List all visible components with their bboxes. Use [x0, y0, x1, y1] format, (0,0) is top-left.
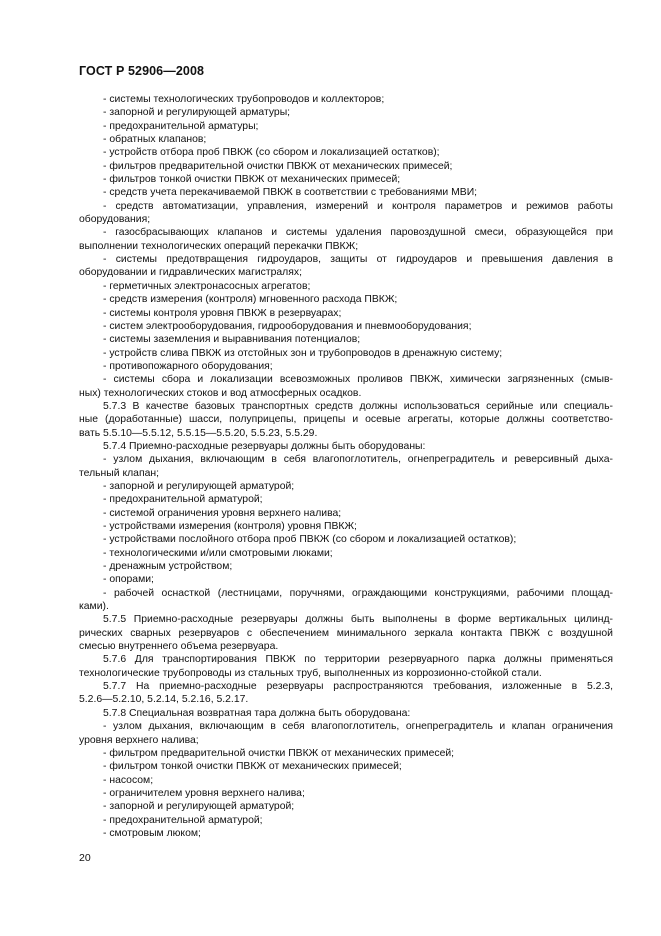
- text-line: ками).: [79, 601, 109, 613]
- text-line: - ограничителем уровня верхнего налива;: [103, 787, 305, 799]
- text-line: смесью внутреннего объема резервуара.: [79, 641, 279, 653]
- text-line: - обратных клапанов;: [103, 134, 207, 146]
- text-line: ных) технологических стоков и вод атмосферных осадков.: [79, 387, 362, 399]
- text-line: - предохранительной арматурой;: [103, 494, 263, 506]
- text-line: 5.2.6—5.2.10, 5.2.14, 5.2.16, 5.2.17.: [79, 694, 249, 706]
- text-line: 5.7.3 В качестве базовых транспортных средств должны использоваться серийные или специаль-: [103, 400, 613, 412]
- standard-header: ГОСТ Р 52906—2008: [79, 64, 205, 78]
- text-line: - систем электрооборудования, гидрооборудования и пневмооборудования;: [103, 320, 472, 332]
- text-line: - предохранительной арматурой;: [103, 814, 263, 826]
- text-line: технологические трубопроводы из стальных труб, выполненных из коррозионно-стойкой стали.: [79, 667, 542, 679]
- text-line: - фильтром тонкой очистки ПВКЖ от механических примесей;: [103, 761, 402, 773]
- text-line: - устройствами послойного отбора проб ПВКЖ (со сбором и локализацией остатков);: [103, 534, 517, 546]
- text-line: - узлом дыхания, включающим в себя влагопоглотитель, огнепреградитель и реверсивный дыха-: [103, 454, 613, 466]
- text-line: - рабочей оснасткой (лестницами, поручнями, ограждающими конструкциями, рабочими площад-: [103, 587, 613, 599]
- text-line: оборудования;: [79, 214, 151, 226]
- text-line: - средств автоматизации, управления, измерений и контроля параметров и режимов работы: [103, 200, 613, 212]
- text-line: - опорами;: [103, 574, 154, 586]
- text-line: - системы технологических трубопроводов и коллекторов;: [103, 94, 385, 105]
- text-line: - системы заземления и выравнивания потенциалов;: [103, 334, 361, 346]
- text-line: уровня верхнего налива;: [79, 734, 199, 746]
- text-line: - запорной и регулирующей арматуры;: [103, 107, 291, 119]
- text-line: - противопожарного оборудования;: [103, 360, 273, 372]
- text-line: выполнении технологических операций перекачки ПВКЖ;: [79, 240, 359, 252]
- text-line: - фильтров тонкой очистки ПВКЖ от механических примесей;: [103, 174, 401, 186]
- text-line: - предохранительной арматуры;: [103, 120, 259, 132]
- text-line: рических сварных резервуаров с обеспечением минимального зеркала контакта ПВКЖ с воздушной: [79, 627, 613, 639]
- text-line: оборудовании и гидравлических магистралях;: [79, 267, 302, 279]
- text-line: 5.7.5 Приемно-расходные резервуары должны быть выполнены в форме вертикальных цилинд-: [103, 614, 613, 626]
- text-line: - системы контроля уровня ПВКЖ в резервуарах;: [103, 307, 342, 319]
- text-line: - смотровым люком;: [103, 827, 201, 839]
- text-line: 5.7.6 Для транспортирования ПВКЖ по территории резервуарного парка должны применяться: [103, 654, 613, 666]
- text-line: - газосбрасывающих клапанов и системы удаления паровоздушной смеси, образующейся при: [103, 227, 613, 239]
- text-line: - дренажным устройством;: [103, 561, 233, 573]
- text-line: вать 5.5.10—5.5.12, 5.5.15—5.5.20, 5.5.23, 5.5.29.: [79, 427, 318, 439]
- text-line: - насосом;: [103, 774, 154, 786]
- text-line: ные (доработанные) шасси, полуприцепы, прицепы и осевые агрегаты, которые должны соответство-: [79, 414, 613, 426]
- text-line: - средств измерения (контроля) мгновенного расхода ПВКЖ;: [103, 294, 398, 306]
- text-line: - технологическими и/или смотровыми люками;: [103, 547, 333, 559]
- text-line: - фильтром предварительной очистки ПВКЖ от механических примесей;: [103, 747, 455, 759]
- text-line: 5.7.8 Специальная возвратная тара должна быть оборудована:: [103, 707, 411, 719]
- text-line: - системы предотвращения гидроударов, защиты от гидроударов и превышения давления в: [103, 254, 613, 266]
- text-line: - устройств слива ПВКЖ из отстойных зон и трубопроводов в дренажную систему;: [103, 347, 503, 359]
- text-line: - устройств отбора проб ПВКЖ (со сбором и локализацией остатков);: [103, 147, 440, 159]
- text-line: 5.7.7 На приемно-расходные резервуары распространяются требования, изложенные в 5.2.3,: [103, 681, 613, 693]
- text-line: тельный клапан;: [79, 467, 159, 479]
- text-line: 5.7.4 Приемно-расходные резервуары должны быть оборудованы:: [103, 440, 426, 452]
- text-line: - средств учета перекачиваемой ПВКЖ в соответствии с требованиями МВИ;: [103, 187, 478, 199]
- document-body: [79, 93, 613, 840]
- text-line: - герметичных электронасосных агрегатов;: [103, 280, 311, 292]
- text-line: - запорной и регулирующей арматурой;: [103, 801, 295, 813]
- page-number: 20: [79, 852, 91, 864]
- text-line: - системой ограничения уровня верхнего налива;: [103, 507, 342, 519]
- text-line: - фильтров предварительной очистки ПВКЖ от механических примесей;: [103, 160, 453, 172]
- text-line: - системы сбора и локализации всевозможных проливов ПВКЖ, химически загрязненных (смыв-: [103, 374, 613, 386]
- text-line: - запорной и регулирующей арматурой;: [103, 480, 295, 492]
- text-line: - устройствами измерения (контроля) уровня ПВКЖ;: [103, 521, 357, 532]
- text-line: - узлом дыхания, включающим в себя влагопоглотитель, огнепреградитель и клапан ограничения: [103, 721, 613, 733]
